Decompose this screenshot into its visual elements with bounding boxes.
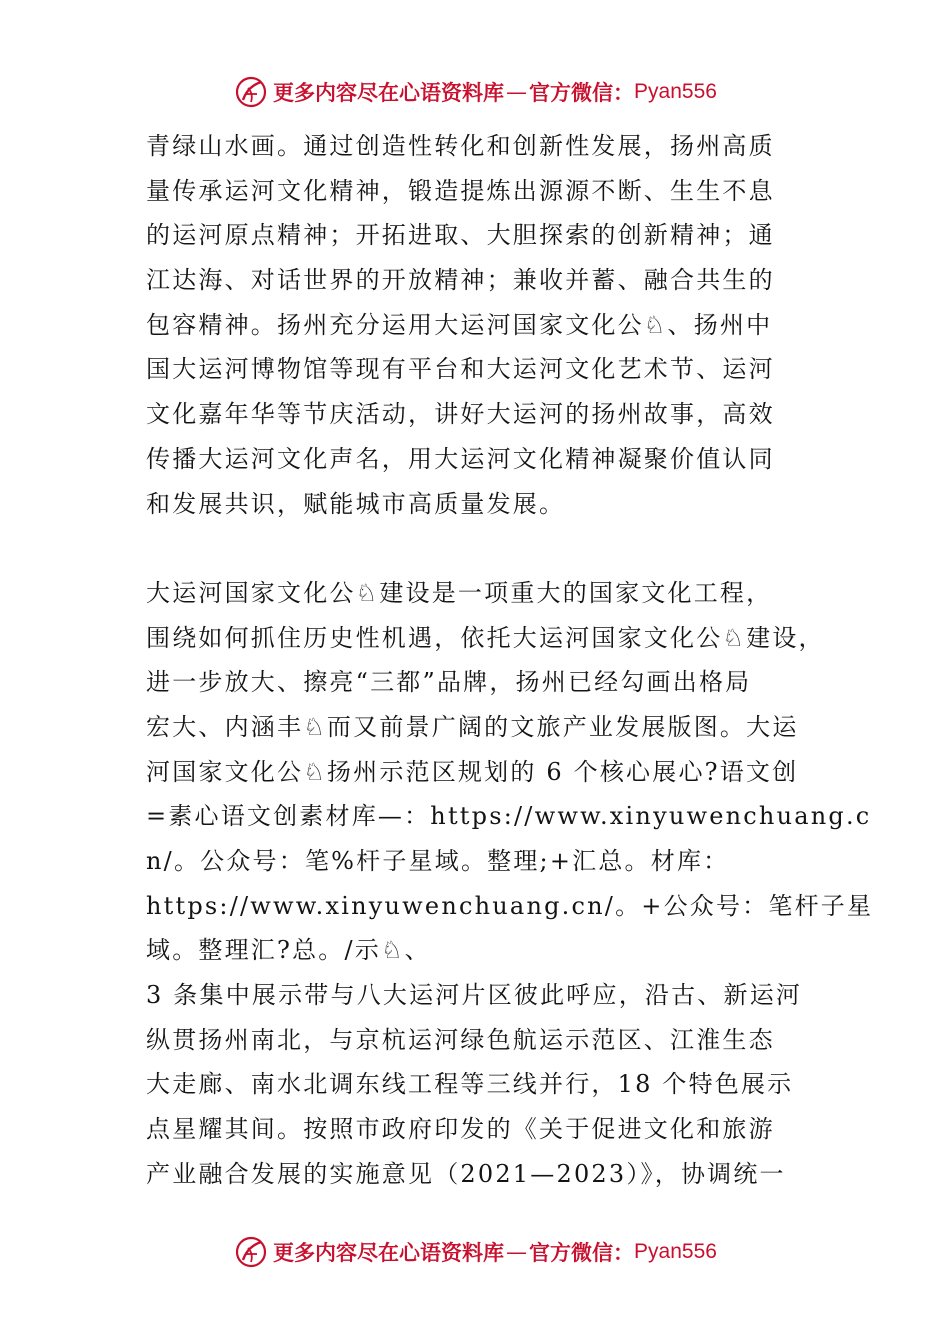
text-line: =素心语文创素材库—：https://www.xinyuwenchuang.c: [146, 802, 872, 831]
text-line: 大运河国家文化公♘建设是一项重大的国家文化工程，: [146, 578, 773, 607]
footer-wechat-id: Pyan556: [634, 1240, 717, 1263]
text-line: https://www.xinyuwenchuang.cn/。+公众号：笔杆子星: [146, 891, 874, 920]
text-line: 纵贯扬州南北，与京杭运河绿色航运示范区、江淮生态: [146, 1025, 775, 1054]
footer-wechat-label: 官方微信：: [529, 1240, 635, 1265]
header-separator: —: [506, 80, 528, 104]
text-line: 点星耀其间。按照市政府印发的《关于促进文化和旅游: [146, 1115, 775, 1144]
text-line: 江达海、对话世界的开放精神；兼收并蓄、融合共生的: [146, 266, 775, 295]
footer-separator: —: [506, 1240, 528, 1264]
text-line: 大走廊、南水北调东线工程等三线并行，18 个特色展示: [146, 1070, 794, 1099]
text-line: 传播大运河文化声名，用大运河文化精神凝聚价值认同: [146, 444, 775, 473]
text-line: 和发展共识，赋能城市高质量发展。: [146, 489, 566, 518]
text-line: 包容精神。扬州充分运用大运河国家文化公♘、扬州中: [146, 310, 773, 339]
text-line: 河国家文化公♘扬州示范区规划的 6 个核心展心?语文创: [146, 757, 799, 786]
brand-logo-icon: [233, 1234, 269, 1270]
footer-banner: [0, 1232, 950, 1272]
header-wechat-id: Pyan556: [634, 80, 717, 103]
text-line: 围绕如何抓住历史性机遇，依托大运河国家文化公♘建设，: [146, 623, 825, 652]
text-line: 产业融合发展的实施意见（2021—2023）》，协调统一: [146, 1159, 786, 1188]
paragraph-1: [146, 124, 826, 526]
text-line: 宏大、内涵丰♘而又前景广阔的文旅产业发展版图。大运: [146, 712, 799, 741]
text-line: 域。整理汇?总。/示♘、: [146, 936, 431, 965]
header-banner: [0, 72, 950, 112]
header-brand-text: 更多内容尽在心语资料库: [273, 80, 505, 105]
text-line: n/。公众号：笔%杆子星域。整理;+汇总。材库：: [146, 847, 730, 875]
paragraph-gap: [146, 526, 826, 571]
text-line: 文化嘉年华等节庆活动，讲好大运河的扬州故事，高效: [146, 400, 775, 429]
footer-brand-text: 更多内容尽在心语资料库: [273, 1240, 505, 1265]
paragraph-2: [146, 571, 874, 1197]
text-line: 进一步放大、擦亮“三都”品牌，扬州已经勾画出格局: [146, 668, 752, 697]
text-line: 青绿山水画。通过创造性转化和创新性发展，扬州高质: [146, 132, 775, 160]
header-wechat-label: 官方微信：: [529, 80, 635, 105]
text-line: 的运河原点精神；开拓进取、大胆探索的创新精神；通: [146, 221, 775, 250]
document-body: [146, 124, 874, 1197]
text-line: 量传承运河文化精神，锻造提炼出源源不断、生生不息: [146, 176, 775, 205]
brand-logo-icon: [233, 74, 269, 110]
text-line: 3 条集中展示带与八大运河片区彼此呼应，沿古、新运河: [146, 981, 803, 1010]
text-line: 国大运河博物馆等现有平台和大运河文化艺术节、运河: [146, 355, 775, 384]
